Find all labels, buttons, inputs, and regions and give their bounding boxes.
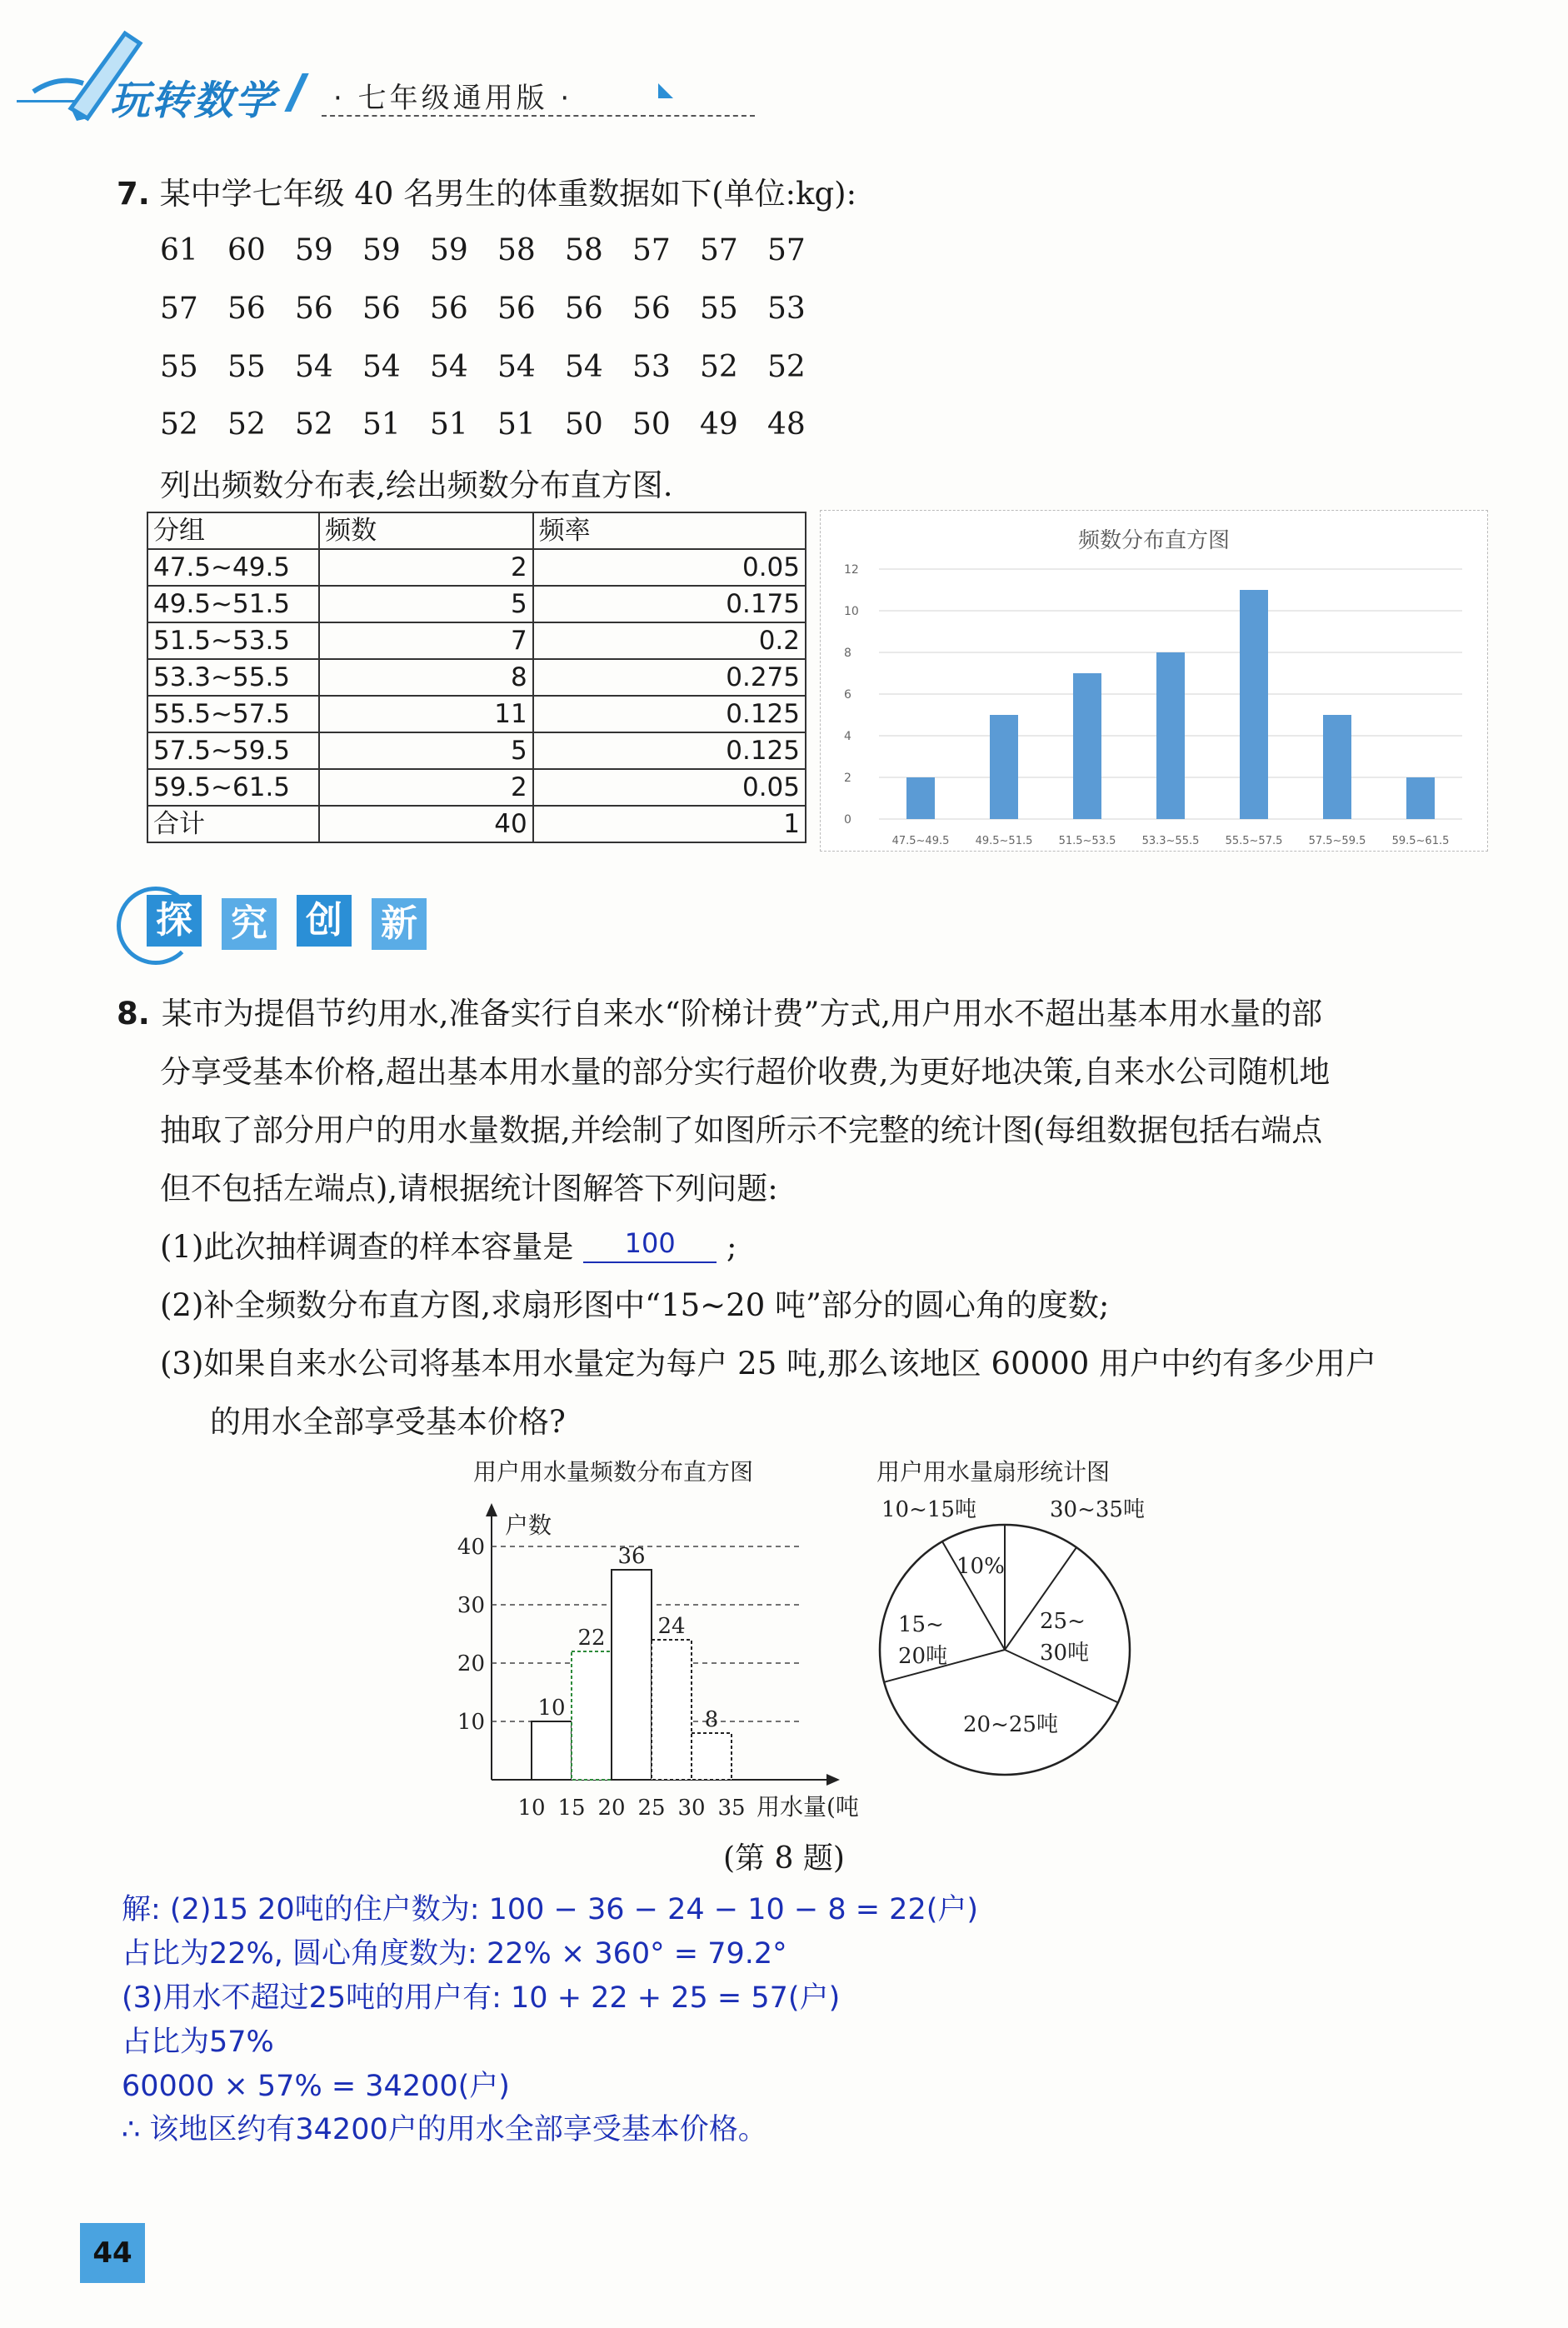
q7-frequency-table bbox=[147, 512, 806, 843]
pie-slice-label: 20~25吨 bbox=[963, 1712, 1058, 1737]
table-cell: 8 bbox=[319, 659, 533, 696]
table-row bbox=[147, 659, 806, 696]
y-tick-label: 20 bbox=[457, 1651, 485, 1676]
q8-sub1 bbox=[117, 1218, 1483, 1276]
weight-value: 56 bbox=[227, 292, 266, 326]
q8-sub1-suffix: ; bbox=[726, 1229, 737, 1265]
bar bbox=[906, 777, 935, 819]
y-tick-label: 12 bbox=[844, 563, 859, 577]
weight-value: 51 bbox=[497, 407, 536, 442]
weight-value: 52 bbox=[160, 407, 198, 442]
x-tick-label: 10 bbox=[517, 1796, 546, 1821]
weight-value: 55 bbox=[160, 350, 198, 384]
x-tick-label: 51.5~53.5 bbox=[1058, 835, 1116, 847]
chart-title: 用户用水量扇形统计图 bbox=[876, 1458, 1111, 1486]
q7-prompt bbox=[117, 165, 856, 223]
bar-value-label: 36 bbox=[617, 1544, 646, 1569]
histogram-bar bbox=[532, 1721, 572, 1780]
weight-value: 58 bbox=[497, 233, 536, 267]
table-cell: 49.5~51.5 bbox=[147, 586, 319, 622]
page-number: 44 bbox=[92, 2236, 132, 2270]
weight-value: 57 bbox=[700, 233, 738, 267]
solution-line-1: 解: (2)15 20吨的住户数为: 100 − 36 − 24 − 10 − 8 = 22(户) bbox=[122, 1893, 979, 1926]
solution-line-3: (3)用水不超过25吨的用户有: 10 + 22 + 25 = 57(户) bbox=[122, 1981, 841, 2015]
weight-value: 56 bbox=[430, 292, 468, 326]
weight-value: 56 bbox=[362, 292, 401, 326]
q8-sub2: (2)补全频数分布直方图,求扇形图中“15~20 吨”部分的圆心角的度数; bbox=[160, 1287, 1110, 1323]
y-tick-label: 8 bbox=[844, 647, 851, 660]
bar bbox=[1406, 777, 1435, 819]
x-tick-label: 53.3~55.5 bbox=[1141, 835, 1200, 847]
weight-value: 52 bbox=[227, 407, 266, 442]
solution-line-5: 60000 × 57% = 34200(户) bbox=[122, 2070, 510, 2103]
x-tick-label: 15 bbox=[557, 1796, 586, 1821]
solution-line-2: 占比为22%, 圆心角度数为: 22% × 360° = 79.2° bbox=[122, 1937, 787, 1971]
weight-value: 48 bbox=[767, 407, 806, 442]
y-tick-label: 6 bbox=[844, 688, 851, 702]
table-header-row bbox=[147, 512, 806, 549]
table-row bbox=[147, 696, 806, 732]
bar bbox=[1323, 715, 1351, 819]
q8-sub1-answer-blank bbox=[583, 1225, 717, 1263]
q8-sub3-line-2: 的用水全部享受基本价格? bbox=[210, 1404, 566, 1440]
table-cell: 0.125 bbox=[533, 696, 806, 732]
table-cell: 0.05 bbox=[533, 549, 806, 586]
pie-slice-label: 30吨 bbox=[1040, 1641, 1090, 1666]
q8-body bbox=[117, 985, 1483, 1451]
table-cell: 55.5~57.5 bbox=[147, 696, 319, 732]
bar-value-label: 10 bbox=[537, 1696, 566, 1721]
bar-value-label: 22 bbox=[577, 1626, 606, 1651]
weight-value: 57 bbox=[767, 233, 806, 267]
weight-value: 54 bbox=[565, 350, 603, 384]
header-subtitle: · 七年级通用版 · bbox=[333, 82, 573, 115]
bar-value-label: 24 bbox=[657, 1614, 686, 1639]
weight-value: 52 bbox=[295, 407, 333, 442]
y-tick-label: 4 bbox=[844, 730, 851, 743]
x-axis-arrow-icon bbox=[826, 1774, 840, 1786]
table-cell: 53.3~55.5 bbox=[147, 659, 319, 696]
q8-caption: (第 8 题) bbox=[723, 1841, 845, 1876]
q7-number: 7. bbox=[117, 176, 150, 212]
bar bbox=[990, 715, 1018, 819]
weight-value: 49 bbox=[700, 407, 738, 442]
weight-value: 60 bbox=[227, 233, 266, 267]
q7-weight-row-2 bbox=[160, 292, 835, 326]
weight-value: 56 bbox=[497, 292, 536, 326]
table-cell: 40 bbox=[319, 806, 533, 842]
weight-value: 54 bbox=[430, 350, 468, 384]
q8-line-2: 分享受基本价格,超出基本用水量的部分实行超价收费,为更好地决策,自来水公司随机地 bbox=[160, 1054, 1331, 1090]
table-cell: 11 bbox=[319, 696, 533, 732]
q8-sub1-answer: 100 bbox=[624, 1227, 676, 1259]
table-cell: 57.5~59.5 bbox=[147, 732, 319, 769]
histogram-bar bbox=[572, 1651, 612, 1780]
table-cell: 5 bbox=[319, 732, 533, 769]
weight-value: 56 bbox=[632, 292, 671, 326]
x-tick-label: 49.5~51.5 bbox=[975, 835, 1033, 847]
table-row bbox=[147, 732, 806, 769]
section-char: 究 bbox=[222, 898, 277, 950]
weight-value: 54 bbox=[295, 350, 333, 384]
section-char: 新 bbox=[372, 898, 427, 950]
table-row bbox=[147, 769, 806, 806]
weight-value: 54 bbox=[362, 350, 401, 384]
weight-value: 56 bbox=[565, 292, 603, 326]
pie-slice-label: 20吨 bbox=[898, 1644, 948, 1669]
q8-pie-chart bbox=[873, 1450, 1156, 1800]
y-tick-label: 10 bbox=[457, 1710, 485, 1735]
table-row bbox=[147, 622, 806, 659]
table-row bbox=[147, 549, 806, 586]
weight-value: 51 bbox=[362, 407, 401, 442]
page-number-badge bbox=[80, 2223, 145, 2283]
table-cell: 2 bbox=[319, 769, 533, 806]
q8-number: 8. bbox=[117, 996, 150, 1032]
chart-title: 用户用水量频数分布直方图 bbox=[473, 1458, 754, 1486]
q7-weight-row-3 bbox=[160, 350, 835, 384]
header-rule bbox=[322, 115, 755, 117]
weight-value: 55 bbox=[700, 292, 738, 326]
q8-line-3: 抽取了部分用户的用水量数据,并绘制了如图所示不完整的统计图(每组数据包括右端点 bbox=[160, 1112, 1323, 1148]
section-char: 探 bbox=[147, 895, 202, 947]
q8-sub3-line-1: (3)如果自来水公司将基本用水量定为每户 25 吨,那么该地区 60000 用户中约有多少用户 bbox=[160, 1346, 1376, 1381]
weight-value: 61 bbox=[160, 233, 198, 267]
bar bbox=[1240, 590, 1268, 819]
q7-instruction: 列出频数分布表,绘出频数分布直方图. bbox=[160, 467, 673, 503]
table-cell: 合计 bbox=[147, 806, 319, 842]
x-tick-label: 47.5~49.5 bbox=[891, 835, 950, 847]
weight-value: 57 bbox=[160, 292, 198, 326]
q8-histogram-chart bbox=[450, 1450, 883, 1833]
table-cell: 2 bbox=[319, 549, 533, 586]
x-tick-label: 57.5~59.5 bbox=[1308, 835, 1366, 847]
table-cell: 0.275 bbox=[533, 659, 806, 696]
weight-value: 50 bbox=[565, 407, 603, 442]
table-cell: 5 bbox=[319, 586, 533, 622]
weight-value: 59 bbox=[295, 233, 333, 267]
table-header-cell: 频率 bbox=[533, 512, 806, 549]
section-badge bbox=[113, 883, 430, 958]
header-slash-divider bbox=[284, 73, 308, 112]
weight-value: 52 bbox=[767, 350, 806, 384]
table-cell: 0.125 bbox=[533, 732, 806, 769]
table-row bbox=[147, 806, 806, 842]
weight-value: 55 bbox=[227, 350, 266, 384]
y-tick-label: 10 bbox=[844, 605, 859, 618]
table-cell: 0.05 bbox=[533, 769, 806, 806]
x-tick-label: 25 bbox=[637, 1796, 666, 1821]
y-tick-label: 0 bbox=[844, 813, 851, 827]
table-cell: 51.5~53.5 bbox=[147, 622, 319, 659]
table-header-cell: 频数 bbox=[319, 512, 533, 549]
histogram-bar bbox=[652, 1640, 692, 1780]
x-tick-label: 59.5~61.5 bbox=[1391, 835, 1450, 847]
pie-slice-label: 10~15吨 bbox=[881, 1497, 976, 1522]
table-header-cell: 分组 bbox=[147, 512, 319, 549]
header bbox=[0, 0, 1568, 133]
histogram-bar bbox=[612, 1570, 652, 1780]
q8-sub1-text: (1)此次抽样调查的样本容量是 bbox=[160, 1229, 574, 1265]
weight-value: 50 bbox=[632, 407, 671, 442]
chart-title: 频数分布直方图 bbox=[1077, 528, 1231, 553]
pie-slice-label: 25~ bbox=[1040, 1609, 1086, 1634]
x-tick-label: 35 bbox=[717, 1796, 746, 1821]
q8-text: 某市为提倡节约用水,准备实行自来水“阶梯计费”方式,用户用水不超出基本用水量的部 bbox=[161, 996, 1323, 1032]
y-axis-label: 户数 bbox=[505, 1511, 552, 1539]
table-cell: 1 bbox=[533, 806, 806, 842]
table-row bbox=[147, 586, 806, 622]
solution-line-4: 占比为57% bbox=[122, 2026, 274, 2059]
table-cell: 7 bbox=[319, 622, 533, 659]
x-axis-label: 用水量(吨 bbox=[757, 1793, 859, 1821]
bar bbox=[1156, 652, 1185, 819]
pie-slice-label: 30~35吨 bbox=[1050, 1497, 1145, 1522]
weight-value: 58 bbox=[565, 233, 603, 267]
weight-value: 53 bbox=[767, 292, 806, 326]
pie-slice-label: 15~ bbox=[898, 1612, 944, 1637]
pie-slice-label: 10% bbox=[956, 1554, 1005, 1579]
x-tick-label: 30 bbox=[677, 1796, 706, 1821]
weight-value: 54 bbox=[497, 350, 536, 384]
table-cell: 47.5~49.5 bbox=[147, 549, 319, 586]
y-axis-arrow-icon bbox=[486, 1503, 497, 1516]
weight-value: 52 bbox=[700, 350, 738, 384]
weight-value: 57 bbox=[632, 233, 671, 267]
histogram-bar bbox=[692, 1733, 732, 1780]
x-tick-label: 55.5~57.5 bbox=[1225, 835, 1283, 847]
y-tick-label: 2 bbox=[844, 772, 851, 785]
weight-value: 51 bbox=[430, 407, 468, 442]
q7-text: 某中学七年级 40 名男生的体重数据如下(单位:kg): bbox=[159, 176, 857, 212]
weight-value: 53 bbox=[632, 350, 671, 384]
section-char: 创 bbox=[297, 895, 352, 947]
q7-histogram-chart bbox=[820, 510, 1488, 852]
weight-value: 59 bbox=[430, 233, 468, 267]
q8-line-4: 但不包括左端点),请根据统计图解答下列问题: bbox=[160, 1171, 778, 1206]
q8-line-1 bbox=[117, 985, 1483, 1043]
table-cell: 0.2 bbox=[533, 622, 806, 659]
bar bbox=[1073, 673, 1101, 819]
q7-weight-row-1 bbox=[160, 233, 835, 267]
header-title: 玩转数学 bbox=[110, 77, 277, 124]
weight-value: 56 bbox=[295, 292, 333, 326]
weight-value: 59 bbox=[362, 233, 401, 267]
y-tick-label: 40 bbox=[457, 1535, 485, 1560]
header-left-rule bbox=[17, 100, 75, 102]
table-cell: 0.175 bbox=[533, 586, 806, 622]
x-tick-label: 20 bbox=[597, 1796, 626, 1821]
y-tick-label: 30 bbox=[457, 1593, 485, 1618]
solution-line-6: ∴ 该地区约有34200户的用水全部享受基本价格。 bbox=[122, 2113, 767, 2146]
header-triangle-icon bbox=[658, 83, 673, 98]
q7-weight-row-4 bbox=[160, 407, 835, 442]
bar-value-label: 8 bbox=[704, 1707, 719, 1732]
table-cell: 59.5~61.5 bbox=[147, 769, 319, 806]
